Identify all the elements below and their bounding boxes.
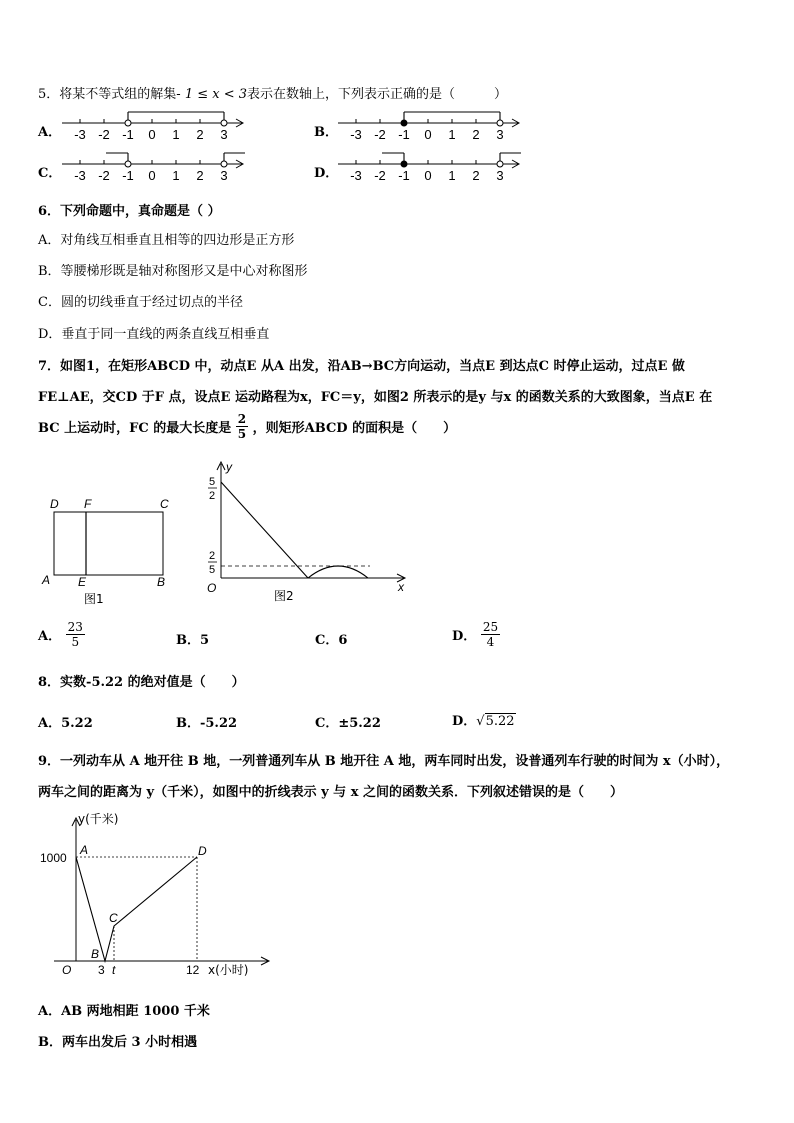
tick-label: 2 [472,168,480,183]
tick-label: -2 [374,168,386,183]
q9-line1: 9．一列动车从 A 地开往 B 地，一列普通列车从 B 地开往 A 地，两车同时出发，设普通列车行驶的时间为 x（小时）， [38,754,730,769]
q5-option-d-letter: D． [314,166,339,181]
label-e: E [78,575,87,589]
q8-stem: 8．实数-5.22 的绝对值是（ ） [38,675,245,690]
right-endpoint [497,161,503,167]
label-b: B [91,947,100,961]
label-y: y(千米) [78,812,119,826]
tick-label: 1 [448,168,456,183]
tick-mid-den: 5 [209,564,216,576]
q9-option-b: B．两车出发后 3 小时相遇 [38,1035,198,1050]
tick-label: 3 [220,168,228,183]
tick-label: -1 [122,168,134,183]
q7-max-fraction: $\frac{2}{5}$ [237,412,247,441]
q7-figure2 [200,458,415,606]
tick-label: -3 [74,168,86,183]
left-endpoint [125,161,131,167]
left-endpoint [401,120,407,126]
q6-option-a: A．对角线互相垂直且相等的四边形是正方形 [38,233,295,248]
label-d: D [50,497,59,511]
tick-label: 3 [220,127,228,142]
tick-label: 2 [472,127,480,142]
label-c: C [160,497,169,511]
tick-label: 2 [196,168,204,183]
graph-line [221,482,308,578]
label-d: D [198,844,207,858]
label-b: B [157,575,166,589]
q9-graph [36,808,286,980]
label-f: F [84,497,92,511]
graph-polyline [76,857,197,961]
q8-option-d: D．√5.22 [452,714,515,729]
q6-option-d: D．垂直于同一直线的两条直线互相垂直 [38,327,270,342]
tick-label: 0 [424,127,432,142]
caption-fig1: 图1 [84,592,104,606]
tick-1000: 1000 [40,851,67,865]
tick-mid-num: 2 [209,550,216,562]
tick-label: -1 [398,127,410,142]
tick-label: 1 [172,168,180,183]
tick-top-den: 2 [209,490,216,502]
label-c: C [109,911,118,925]
q5-option-d-numberline [336,149,521,189]
q5-stem [38,83,507,102]
q9-option-a: A．AB 两地相距 1000 千米 [38,1004,210,1019]
q7-figure1 [40,494,180,606]
tick-label: 2 [196,127,204,142]
right-endpoint [221,161,227,167]
tick-label: -2 [98,127,110,142]
tick-12: 12 [186,963,200,977]
q5-option-c-letter: C． [38,166,62,181]
left-endpoint [125,120,131,126]
q5-stem-before: 将某不等式组的解集 [59,87,177,102]
q7-option-d: D． $\frac{25}{4}$ [452,620,499,649]
tick-label: 0 [148,127,156,142]
graph-arc [308,566,368,578]
label-a: A [42,573,51,587]
q7-option-c: C．6 [315,633,348,648]
tick-label: -3 [350,168,362,183]
tick-t: t [112,963,116,977]
q5-stem-after: 表示在数轴上，下列表示正确的是（ ） [247,87,508,102]
q9-line2: 两车之间的距离为 y（千米），如图中的折线表示 y 与 x 之间的函数关系．下列叙述错误的是（ ） [38,785,623,800]
q7-option-a: A． $\frac{23}{5}$ [38,620,83,649]
tick-label: -2 [374,127,386,142]
q5-number: 5． [38,87,60,102]
tick-label: 3 [496,127,504,142]
q5-option-c-numberline [60,149,245,189]
caption-fig2: 图2 [274,589,294,603]
tick-label: 3 [496,168,504,183]
tick-label: 1 [172,127,180,142]
q8-option-c: C．±5.22 [315,716,381,731]
q8-option-a: A．5.22 [38,716,93,731]
tick-label: -1 [398,168,410,183]
label-a: A [80,843,89,857]
q8-option-d-radicand: 5.22 [485,714,515,729]
q7-line3-after: ，则矩形ABCD 的面积是（ ） [252,421,457,436]
tick-label: 0 [424,168,432,183]
tick-label: 0 [148,168,156,183]
q7-line3-before: BC 上运动时，FC 的最大长度是 [38,421,232,436]
tick-3: 3 [98,963,105,977]
label-x: x [398,580,404,594]
tick-label: -1 [122,127,134,142]
q7-option-d-fraction: $\frac{25}{4}$ [482,620,499,649]
q6-stem: 6．下列命题中，真命题是（ ） [38,204,221,219]
tick-label: -3 [350,127,362,142]
label-x: x(小时) [208,963,249,977]
q5-option-a-numberline [60,108,245,148]
q7-option-a-fraction: $\frac{23}{5}$ [67,620,83,649]
q7-line1: 7．如图1，在矩形ABCD 中，动点E 从A 出发，沿AB→BC方向运动，当点E 到达点C 时停止运动，过点E 做 [38,359,685,374]
q5-option-a-letter: A． [38,125,62,140]
q5-inequality: - 1 ≤ x < 3 [176,87,248,102]
label-y: y [226,460,232,474]
rectangle-abcd [54,512,163,575]
q6-option-c: C．圆的切线垂直于经过切点的半径 [38,295,243,310]
label-o: O [207,581,217,595]
right-endpoint [221,120,227,126]
q8-option-b: B．-5.22 [176,716,238,731]
left-endpoint [401,161,407,167]
tick-label: -3 [74,127,86,142]
tick-top-num: 5 [209,476,216,488]
label-o: O [62,963,72,977]
q5-option-b-numberline [336,108,521,148]
q7-line2: FE⊥AE，交CD 于F 点，设点E 运动路程为x，FC＝y，如图2 所表示的是y 与x 的函数关系的大致图象，当点E 在 [38,390,713,405]
tick-label: -2 [98,168,110,183]
q6-option-b: B．等腰梯形既是轴对称图形又是中心对称图形 [38,264,308,279]
q7-option-b: B．5 [176,633,210,648]
tick-label: 1 [448,127,456,142]
q7-line3 [38,412,456,441]
q5-option-b-letter: B． [314,125,338,140]
right-endpoint [497,120,503,126]
